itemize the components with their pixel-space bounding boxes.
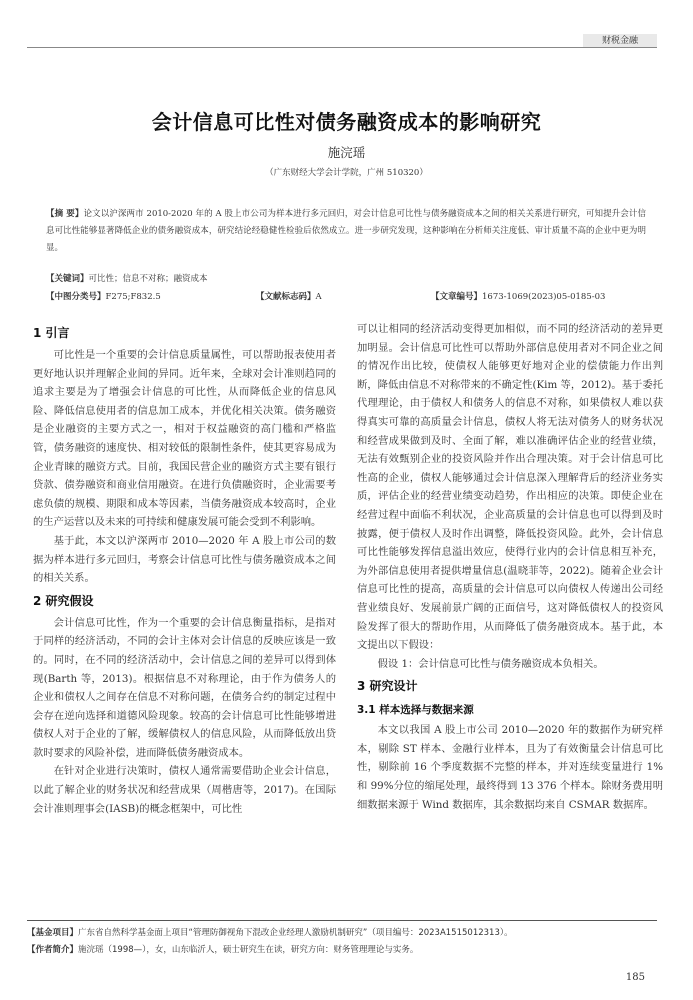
section-1-paragraph: 基于此，本文以沪深两市 2010—2020 年 A 股上市公司的数据为样本进行多元回归，考察会计信息可比性与债务融资成本之间的相关关系。 xyxy=(33,534,336,585)
clc-value: F275;F832.5 xyxy=(105,292,161,302)
right-column xyxy=(357,320,663,814)
hypothesis-1: 假设 1：会计信息可比性与债务融资成本负相关。 xyxy=(377,657,604,670)
article-number xyxy=(431,290,605,302)
paper-title: 会计信息可比性对债务融资成本的影响研究 xyxy=(151,110,542,134)
funding-text: 广东省自然科学基金面上项目“管理防御视角下混改企业经理人激励机制研究”（项目编号：2023A1515012313）。 xyxy=(78,928,513,938)
doc-code-value: A xyxy=(315,292,322,302)
document-code xyxy=(256,290,322,302)
abstract-text: 论文以沪深两市 2010-2020 年的 A 股上市公司为样本进行多元回归，对会计信息可比性与债务融资成本之间的相关关系进行研究，可知提升会计信息可比性能够显著降低企业的债务融资成本，研究结论经稳健性检验后依然成立。进一步研究发现，这种影响在分析师关注度低、审计质量不高的企业中更为明显。 xyxy=(46,209,646,253)
keywords xyxy=(46,272,208,284)
article-no-label: 【文章编号】 xyxy=(431,292,483,302)
section-2-paragraph-continued: 可以让相同的经济活动变得更加相似，而不同的经济活动的差异更加明显。会计信息可比性可以帮助外部信息使用者对不同企业之间的情况作出比较，使债权人能够更好地对企业的偿债能力作出判断，降低由信息不对称带来的不确定性(Kim 等，2012)。基于委托代理理论，由于债权人和债务人的信息不对称，如果债权人难以获得真实可靠的高质量会计信息，债权人将无法对债务人的财务状况和经营成果做到及时、全面了解，难以准确评估企业的经营业绩，无法有效甄别企业的投资风险并作出合理决策。对于会计信息可比性高的企业，债权人能够通过会计信息深入理解背后的经济业务实质，评估企业的经营业绩变动趋势，作出相应的决策。即使企业在经营过程中面临不利状况，企业高质量的会计信息也可以得到及时披露，便于债权人及时作出调整，降低投资风险。此外，会计信息可比性能够发挥信息溢出效应，使得行业内的会计信息相互补充，为外部信息使用者提供增量信息(温晓菲等，2022)。随着企业会计信息可比性的提高，高质量的会计信息可以向债权人传递出公司经营业绩良好、发展前景广阔的正面信号，这对降低债权人的投资风险发挥了很大的帮助作用，从而降低了债务融资成本。基于此，本文提出以下假设： xyxy=(357,323,663,652)
section-2-paragraph: 在针对企业进行决策时，债权人通常需要借助企业会计信息，以此了解企业的财务状况和经营成果（周楷唐等，2017)。在国际会计准则理事会(IASB)的概念框架中，可比性 xyxy=(33,765,336,815)
left-column xyxy=(33,320,336,818)
footnote-rule xyxy=(27,920,657,921)
abstract xyxy=(46,206,646,257)
section-tab: 财税金融 xyxy=(583,34,657,48)
section-1-heading: 1 引言 xyxy=(33,326,70,340)
author-affiliation: （广东财经大学会计学院，广州 510320） xyxy=(265,168,428,178)
section-3-1-paragraph: 本文以我国 A 股上市公司 2010—2020 年的数据作为研究样本，剔除 ST 样本、金融行业样本，且为了有效衡量会计信息可比性，剔除前 16 个季度数据不完整的样本，并对连续变量进行 1%和 99%分位的缩尾处理，最终得到 13 376 个样本。除财务费用明细数据来源于 Wind 数据库，其余数据均来自 CSMAR 数据库。 xyxy=(357,724,663,811)
keywords-label: 【关键词】 xyxy=(46,274,89,284)
author-bio-label: 【作者简介】 xyxy=(27,945,79,955)
header-rule xyxy=(27,47,657,48)
funding-label: 【基金项目】 xyxy=(27,928,79,938)
author-name: 施浣瑶 xyxy=(327,145,366,160)
clc-number xyxy=(46,290,161,302)
section-2-heading: 2 研究假设 xyxy=(33,593,94,608)
page-number: 185 xyxy=(625,972,645,983)
abstract-label: 【摘 要】 xyxy=(46,209,84,219)
section-3-1-heading: 3.1 样本选择与数据来源 xyxy=(357,704,474,717)
section-1-paragraph: 可比性是一个重要的会计信息质量属性，可以帮助报表使用者更好地认识并理解企业间的异同。近年来，全球对会计准则趋同的追求主要是为了增强会计信息的可比性，从而降低企业的信息风险、降低信息使用者的信息加工成本，并优化相关决策。债务融资是企业融资的主要方式之一，相对于权益融资的高门槛和严格监管，债务融资的速度快、相对较低的限制性条件，使其更容易成为企业青睐的融资方式。目前，我国民营企业的融资方式主要有银行贷款、债券融资和商业信用融资。在进行负债融资时，企业需要考虑负债的规模、期限和成本等因素，当债务融资成本较高时，企业的生产运营以及未来的可持续和健康发展可能会受到不利影响。 xyxy=(33,349,336,529)
article-no-value: 1673-1069(2023)05-0185-03 xyxy=(482,292,606,302)
section-2-paragraph: 会计信息可比性，作为一个重要的会计信息衡量指标，是指对于同样的经济活动，不同的会计主体对会计信息的反映应该是一致的。同时，在不同的经济活动中，会计信息之间的差异可以得到体现(Barth 等，2013)。根据信息不对称理论，由于作为债务人的企业和债权人之间存在信息不对称问题，在债务合约的制定过程中会存在逆向选择和道德风险现象。较高的会计信息可比性能够增进债权人对于企业的了解，缓解债权人的信息风险，从而降低放出贷款时要求的风险补偿，进而降低债务融资成本。 xyxy=(33,616,336,759)
funding-note xyxy=(27,926,657,938)
clc-label: 【中图分类号】 xyxy=(46,292,106,302)
author-bio-text: 施浣瑶（1998—），女，山东临沂人，硕士研究生在读，研究方向：财务管理理论与实务。 xyxy=(78,945,419,955)
doc-code-label: 【文献标志码】 xyxy=(256,292,316,302)
author-bio-note xyxy=(27,943,657,955)
section-3-heading: 3 研究设计 xyxy=(357,679,418,694)
keywords-text: 可比性；信息不对称；融资成本 xyxy=(88,274,208,284)
